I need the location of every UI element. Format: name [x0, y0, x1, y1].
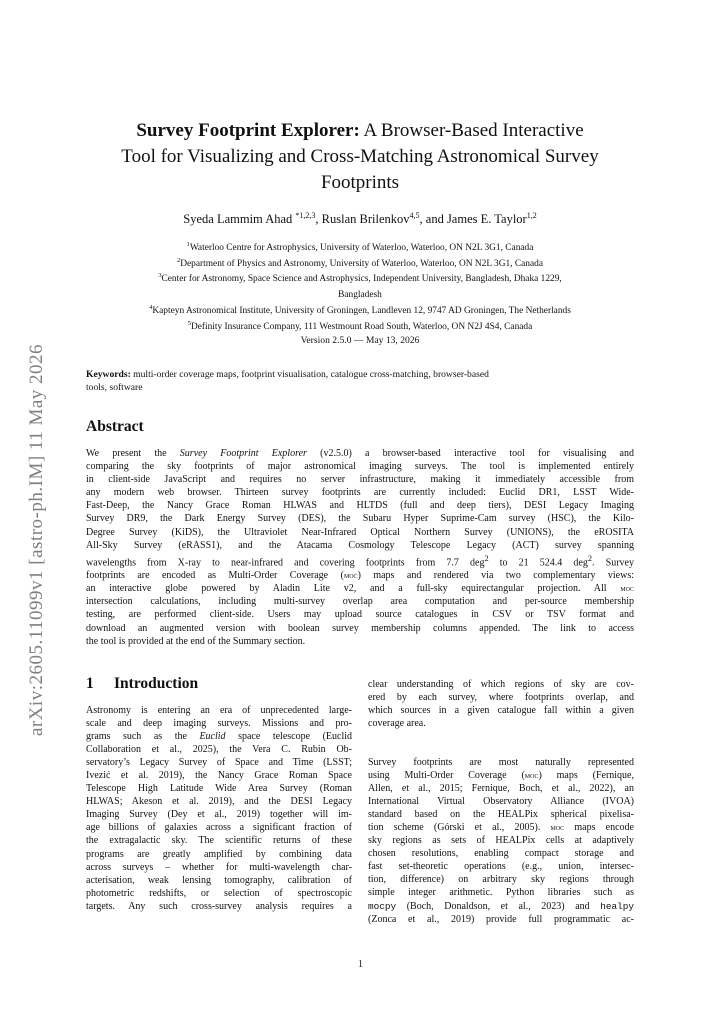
- body-line: Allen, et al., 2015; Fernique, Boch, et al., 2022), an: [368, 783, 634, 795]
- abstract-line: the tool is provided at the end of the Summary section.: [86, 635, 306, 647]
- abstract-body: [86, 447, 634, 648]
- text: across surveys – whether for multi-wavelength char-: [86, 861, 352, 873]
- abstract-line: [86, 447, 634, 460]
- body-line: [86, 834, 352, 847]
- author-3: , and James E. Taylor: [419, 212, 527, 227]
- text: grams such as the: [86, 731, 200, 743]
- text: scale and deep imaging surveys. Missions and pro-: [86, 718, 352, 730]
- body-line: [86, 848, 352, 861]
- introduction-right-column-top: [368, 678, 634, 730]
- affiliation-text: Bangladesh: [338, 290, 382, 301]
- author-2-affil: 4,5: [409, 211, 420, 220]
- text: using Multi-Order Coverage (: [368, 770, 525, 782]
- code-mocpy: mocpy: [368, 900, 397, 912]
- affiliation-number: 2: [177, 256, 181, 264]
- text: Collaboration et al., 2025), the Vera C. Rubin Ob-: [86, 744, 352, 756]
- affiliation-text: Center for Astronomy, Space Science and Astrophysics, Independent University, Bangladesh, Dhaka 1229,: [161, 274, 562, 285]
- section-heading-introduction: [86, 675, 198, 693]
- introduction-left-column: [86, 704, 352, 913]
- body-line: [86, 821, 352, 834]
- text: acterisation, weak lensing tomography, calibration of: [86, 874, 352, 886]
- affiliation-line: [86, 318, 634, 334]
- abstract-line: any modern web browser. Thirteen survey footprints are currently included: Euclid DR1, LSST Wide-: [86, 487, 634, 499]
- text: age billions of galaxies across a significant fraction of: [86, 822, 352, 834]
- paper-title: [86, 118, 634, 196]
- abstract-line: testing, are performed client-side. Users may upload source catalogues in CSV or TSV format and: [86, 609, 634, 621]
- body-line: [86, 900, 352, 913]
- body-line: [368, 717, 634, 730]
- affiliation-text: Department of Physics and Astronomy, University of Waterloo, Waterloo, ON N2L 3G1, Canada: [180, 258, 543, 269]
- affiliation-number: 5: [187, 319, 191, 327]
- body-line: tion, difference) on arbitrary sky regions through: [368, 874, 634, 886]
- body-line: [86, 782, 352, 795]
- text: coverage area.: [368, 718, 426, 730]
- abstract-line: download an augmented version with boolean survey membership columns appended. The link to access: [86, 622, 634, 634]
- version-date: Version 2.5.0 — May 13, 2026: [300, 335, 420, 346]
- text: (v2.5.0) a browser-based interactive tool for visualising and: [306, 448, 634, 459]
- keywords: [86, 369, 634, 394]
- body-line: standard based on the HEALPix spherical pixelisa-: [368, 809, 634, 821]
- text: (Boch, Donaldson, et al., 2023) and: [396, 900, 601, 912]
- text: servatory’s Legacy Survey of Space and Time (LSST;: [86, 757, 352, 769]
- code-healpy: healpy: [600, 900, 634, 912]
- text: Astronomy is entering an era of unprecedented large-: [86, 705, 352, 716]
- moc-term: moc: [343, 570, 358, 581]
- title-line-2: Tool for Visualizing and Cross-Matching Astronomical Survey: [121, 146, 599, 167]
- abstract-line: All-Sky Survey (eRASS1), and the Atacama Cosmology Telescope Legacy (ACT) survey spanning: [86, 539, 634, 551]
- body-line: [368, 769, 634, 782]
- body-line: [368, 678, 634, 691]
- text: clear understanding of which regions of sky are cov-: [368, 679, 634, 690]
- affiliation-line: [86, 239, 634, 255]
- text: an interactive globe powered by Aladin Lite v2, and a full-sky equirectangular projection. All: [86, 583, 621, 595]
- text: targets. Any such cross-survey analysis requires a: [86, 900, 352, 912]
- text: programs are greatly amplified by combining data: [86, 848, 352, 860]
- text: which sources in a given catalogue fall within a given: [368, 705, 634, 717]
- text: maps encode: [564, 822, 634, 834]
- body-line: [86, 874, 352, 887]
- body-line: [86, 795, 352, 808]
- affiliation-line: [86, 270, 634, 286]
- keywords-label: Keywords:: [86, 369, 131, 380]
- body-line: Survey footprints are most naturally represented: [368, 757, 634, 768]
- keywords-text-2: tools, software: [86, 381, 143, 393]
- text: HLWAS; Akeson et al. 2019), and the DESI Legacy: [86, 796, 352, 808]
- moc-term: moc: [524, 770, 539, 781]
- author-1: Syeda Lammim Ahad: [183, 212, 296, 227]
- keywords-text-1: multi-order coverage maps, footprint visualisation, catalogue cross-matching, browser-based: [130, 369, 489, 380]
- body-line: simple integer arithmetic. Python libraries such as: [368, 887, 634, 899]
- text: the extragalactic sky. The scientific returns of these: [86, 835, 352, 847]
- page-number: 1: [358, 959, 363, 970]
- text: wavelengths from X-ray to near-infrared and covering footprints from 7.7 deg: [86, 557, 485, 569]
- abstract-line: Fast-Deep, the Nancy Grace Roman HLWAS and HLTDS (full and deep tiers), DESI Legacy Imaging: [86, 500, 634, 512]
- affiliation-line: [86, 286, 634, 302]
- text: tion scheme (Górski et al., 2005).: [368, 822, 551, 834]
- body-line: sky regions as sets of HEALPix cells at adaptively: [368, 835, 634, 847]
- abstract-line: comparing the sky footprints of major astronomical imaging surveys. The tool is implemented entirely: [86, 461, 634, 473]
- text: Imaging Survey (Dey et al., 2019) together will im-: [86, 809, 352, 821]
- affiliation-line: [86, 302, 634, 318]
- author-1-affil: *1,2,3: [295, 211, 316, 220]
- body-line: [368, 704, 634, 717]
- body-line: [86, 756, 352, 769]
- body-line: [86, 704, 352, 717]
- affiliation-text: Waterloo Centre for Astrophysics, University of Waterloo, Waterloo, ON N2L 3G1, Canada: [189, 243, 534, 254]
- abstract-line: [86, 582, 634, 595]
- affiliation-text: Kapteyn Astronomical Institute, University of Groningen, Landleven 12, 9747 AD Groningen, The Netherlands: [152, 306, 571, 316]
- introduction-right-column-bottom: [368, 756, 634, 926]
- body-line: (Zonca et al., 2019) provide full programmatic ac-: [368, 913, 634, 925]
- text: footprints are encoded as Multi-Order Coverage (: [86, 570, 344, 582]
- body-line: [86, 769, 352, 782]
- author-list: [86, 211, 634, 227]
- text: ) maps and rendered via two complementary views:: [357, 570, 634, 582]
- affiliation-number: 3: [158, 272, 162, 280]
- text: ered by each survey, where footprints overlap, and: [368, 692, 634, 704]
- abstract-line: [86, 552, 634, 569]
- affiliations: [86, 239, 634, 333]
- abstract-line: intersection calculations, including multi-survey overlap area computation and per-source membership: [86, 596, 634, 608]
- body-line: [86, 887, 352, 900]
- text: Telescope High Latitude Wide Area Survey (Roman: [86, 783, 352, 795]
- text: photometric redshifts, or selection of spectroscopic: [86, 887, 352, 899]
- body-line: fast set-theoretic operations (e.g., union, intersec-: [368, 861, 634, 873]
- body-line: [86, 730, 352, 743]
- arxiv-identifier-stamp: arXiv:2605.11099v1 [astro-ph.IM] 11 May 2026: [26, 343, 47, 737]
- author-2: , Ruslan Brilenkov: [315, 212, 410, 227]
- body-line: [86, 861, 352, 874]
- body-line: chosen resolutions, enabling compact storage and: [368, 848, 634, 860]
- text: space telescope (Euclid: [225, 731, 352, 743]
- author-3-affil: 1,2: [526, 211, 537, 220]
- abstract-line: Degree Survey (KiDS), the Ultraviolet Near-Infrared Optical Northern Survey (UNIONS), the eROSITA: [86, 526, 634, 538]
- section-number: 1: [86, 675, 94, 692]
- body-line: [86, 717, 352, 730]
- affiliation-text: Definity Insurance Company, 111 Westmount Road South, Waterloo, ON N2J 4S4, Canada: [190, 321, 533, 332]
- text: ) maps (Fernique,: [538, 770, 634, 782]
- moc-term: moc: [550, 822, 565, 833]
- text: Ivezić et al. 2019), the Nancy Grace Roman Space: [86, 770, 352, 782]
- abstract-line: Survey DR9, the Dark Energy Survey (DES), the Subaru Hyper Suprime-Cam survey (HSC), the Kilo-: [86, 513, 634, 525]
- moc-term: moc: [620, 583, 634, 594]
- superscript: 2: [484, 553, 489, 563]
- affiliation-number: 1: [186, 241, 190, 248]
- title-bold-part: Survey Footprint Explorer:: [136, 120, 360, 141]
- text: to 21 524.4 deg: [488, 557, 588, 569]
- text: We present the: [86, 448, 180, 459]
- section-title: Introduction: [114, 675, 199, 692]
- body-line: [86, 743, 352, 756]
- body-line: International Virtual Observatory Alliance (IVOA): [368, 796, 634, 808]
- abstract-line: [86, 569, 634, 582]
- title-line-1-rest: A Browser-Based Interactive: [359, 120, 584, 141]
- title-line-3: Footprints: [320, 172, 400, 193]
- body-line: [368, 900, 634, 913]
- text: . Survey: [592, 557, 634, 569]
- superscript: 2: [587, 553, 593, 563]
- abstract-line: in client-side JavaScript and requires no server infrastructure, making it immediately accessible from: [86, 474, 634, 486]
- body-line: [86, 808, 352, 821]
- abstract-heading: Abstract: [86, 418, 144, 435]
- emphasis: Euclid: [199, 731, 226, 743]
- body-line: [368, 821, 634, 834]
- body-line: [368, 691, 634, 704]
- affiliation-number: 4: [149, 303, 153, 311]
- affiliation-line: [86, 255, 634, 271]
- tool-name: Survey Footprint Explorer: [179, 448, 307, 459]
